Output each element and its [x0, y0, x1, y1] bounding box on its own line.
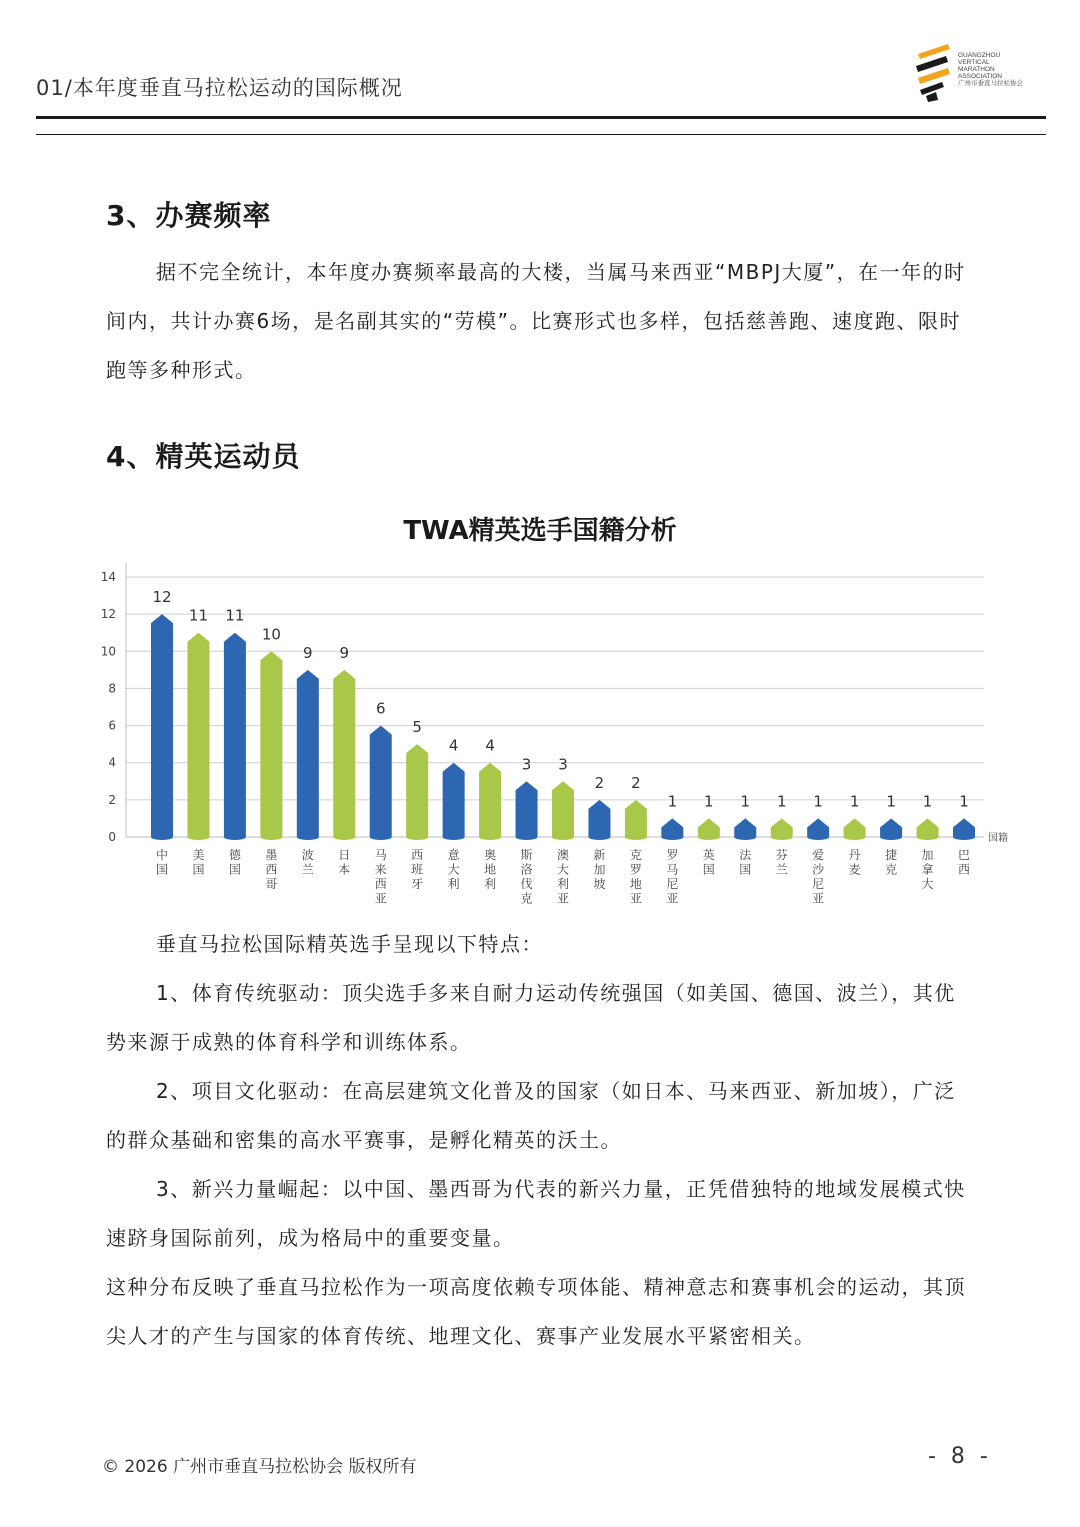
y-tick-label: 0	[108, 830, 116, 844]
data-label: 1	[813, 792, 823, 811]
data-label: 1	[667, 792, 678, 811]
bar	[443, 763, 465, 837]
logo-line: 广州市垂直马拉松协会	[958, 80, 1023, 87]
bar	[151, 614, 173, 837]
y-tick-label: 14	[100, 570, 116, 584]
data-label: 4	[485, 736, 495, 755]
data-label: 2	[594, 773, 605, 792]
bar-base	[588, 834, 610, 840]
category-label: 英国	[702, 848, 715, 877]
analysis-conclusion: 这种分布反映了垂直马拉松作为一项高度依赖专项体能、精神意志和赛事机会的运动，其顶尖人才的产生与国家的体育传统、地理文化、赛事产业发展水平紧密相关。	[106, 1275, 966, 1348]
y-tick-label: 6	[108, 718, 116, 733]
bar-base	[734, 834, 756, 840]
data-label: 12	[152, 588, 172, 607]
bar	[625, 800, 647, 837]
data-label: 3	[558, 755, 568, 774]
category-label: 奥地利	[484, 848, 497, 891]
category-label: 波兰	[301, 848, 314, 877]
bar-base	[844, 834, 866, 840]
category-label: 墨西哥	[265, 848, 278, 891]
data-label: 11	[188, 606, 209, 625]
data-label: 1	[776, 792, 787, 811]
bar-base	[406, 834, 428, 840]
bar-base	[625, 834, 647, 840]
category-label: 巴西	[957, 848, 971, 877]
data-label: 9	[339, 643, 350, 662]
data-label: 6	[375, 699, 386, 718]
bar-base	[260, 834, 282, 840]
bar-base	[953, 834, 975, 840]
bar	[224, 633, 246, 837]
category-label: 美国	[192, 848, 205, 877]
section3-heading: 3、办赛频率	[106, 199, 272, 232]
data-label: 4	[448, 736, 459, 755]
data-label: 1	[922, 792, 933, 811]
bar-base	[297, 834, 319, 840]
analysis-point-3: 3、新兴力量崛起：以中国、墨西哥为代表的新兴力量，正凭借独特的地域发展模式快速跻身国际前列，成为格局中的重要变量。	[106, 1177, 966, 1250]
bar-base	[151, 834, 173, 840]
data-label: 9	[303, 643, 313, 662]
category-label: 澳大利亚	[556, 848, 570, 906]
nationality-bar-chart	[0, 560, 1080, 910]
category-label: 西班牙	[411, 848, 424, 891]
category-label: 加拿大	[921, 848, 934, 891]
logo-line: ASSOCIATION	[958, 73, 1002, 80]
logo-line: MARATHON	[958, 66, 995, 73]
footer-copyright: © 2026 广州市垂直马拉松协会 版权所有	[102, 1457, 417, 1477]
bar-base	[880, 834, 902, 840]
category-label: 中国	[155, 848, 169, 877]
data-label: 2	[631, 773, 641, 792]
data-label: 10	[261, 625, 281, 644]
bar	[406, 744, 428, 837]
category-label: 罗马尼亚	[666, 848, 679, 906]
category-label: 克罗地亚	[629, 848, 642, 906]
bar-base	[552, 834, 574, 840]
category-label: 丹麦	[848, 848, 861, 877]
bar	[516, 781, 538, 837]
bar-base	[698, 834, 720, 840]
y-tick-label: 8	[108, 681, 116, 696]
header-divider-thick	[36, 116, 1046, 119]
data-label: 1	[740, 792, 751, 811]
logo-mark-icon	[912, 40, 956, 104]
bar-base	[370, 834, 392, 840]
header-divider-thin	[36, 134, 1046, 135]
bar	[588, 800, 610, 837]
category-label: 马来西亚	[374, 848, 387, 906]
category-label: 芬兰	[775, 848, 788, 877]
bar-base	[516, 834, 538, 840]
y-tick-label: 12	[100, 607, 116, 622]
header-title: 01/本年度垂直马拉松运动的国际概况	[36, 76, 403, 100]
category-label: 法国	[739, 848, 752, 877]
chart-title: TWA精英选手国籍分析	[403, 516, 677, 546]
data-label: 1	[886, 792, 896, 811]
bar-base	[771, 834, 793, 840]
bar	[333, 670, 355, 837]
category-label: 德国	[228, 848, 241, 877]
association-logo	[912, 40, 1052, 104]
bar-base	[224, 834, 246, 840]
data-label: 1	[959, 792, 969, 811]
logo-line: VERTICAL	[958, 59, 990, 66]
x-axis-label: 国籍	[988, 833, 1008, 844]
bar-base	[187, 834, 209, 840]
bar	[479, 763, 501, 837]
data-label: 1	[704, 792, 714, 811]
category-label: 新加坡	[593, 848, 606, 891]
bar-base	[661, 834, 683, 840]
category-label: 意大利	[447, 848, 460, 891]
y-tick-label: 4	[108, 755, 116, 770]
bar-base	[479, 834, 501, 840]
bar-base	[443, 834, 465, 840]
data-label: 5	[412, 718, 422, 737]
y-tick-label: 10	[100, 644, 116, 659]
category-label: 斯洛伐克	[520, 848, 533, 906]
bar	[260, 651, 282, 837]
bar	[187, 633, 209, 837]
logo-line: GUANGZHOU	[958, 52, 1001, 59]
bar	[552, 781, 574, 837]
analysis-intro: 垂直马拉松国际精英选手呈现以下特点：	[156, 932, 543, 956]
category-label: 捷克	[885, 848, 898, 877]
analysis-point-1: 1、体育传统驱动：顶尖选手多来自耐力运动传统强国（如美国、德国、波兰），其优势来源于成熟的体育科学和训练体系。	[106, 981, 956, 1054]
category-label: 爱沙尼亚	[812, 848, 825, 906]
data-label: 3	[521, 755, 532, 774]
section4-heading: 4、精英运动员	[106, 440, 301, 473]
category-label: 日本	[338, 848, 351, 877]
bar-base	[333, 834, 355, 840]
page-number: - 8 -	[928, 1444, 992, 1469]
data-label: 11	[225, 606, 245, 625]
bar	[297, 670, 319, 837]
bar-base	[917, 834, 939, 840]
section3-paragraph: 据不完全统计，本年度办赛频率最高的大楼，当属马来西亚“MBPJ大厦”，在一年的时间内，共计办赛6场，是名副其实的“劳模”。比赛形式也多样，包括慈善跑、速度跑、限时跑等多种形式。	[106, 260, 966, 382]
bar-base	[807, 834, 829, 840]
y-tick-label: 2	[108, 792, 116, 807]
analysis-point-2: 2、项目文化驱动：在高层建筑文化普及的国家（如日本、马来西亚、新加坡），广泛的群众基础和密集的高水平赛事，是孵化精英的沃土。	[106, 1079, 956, 1152]
logo-text	[958, 52, 1023, 87]
data-label: 1	[849, 792, 860, 811]
bar	[370, 726, 392, 837]
